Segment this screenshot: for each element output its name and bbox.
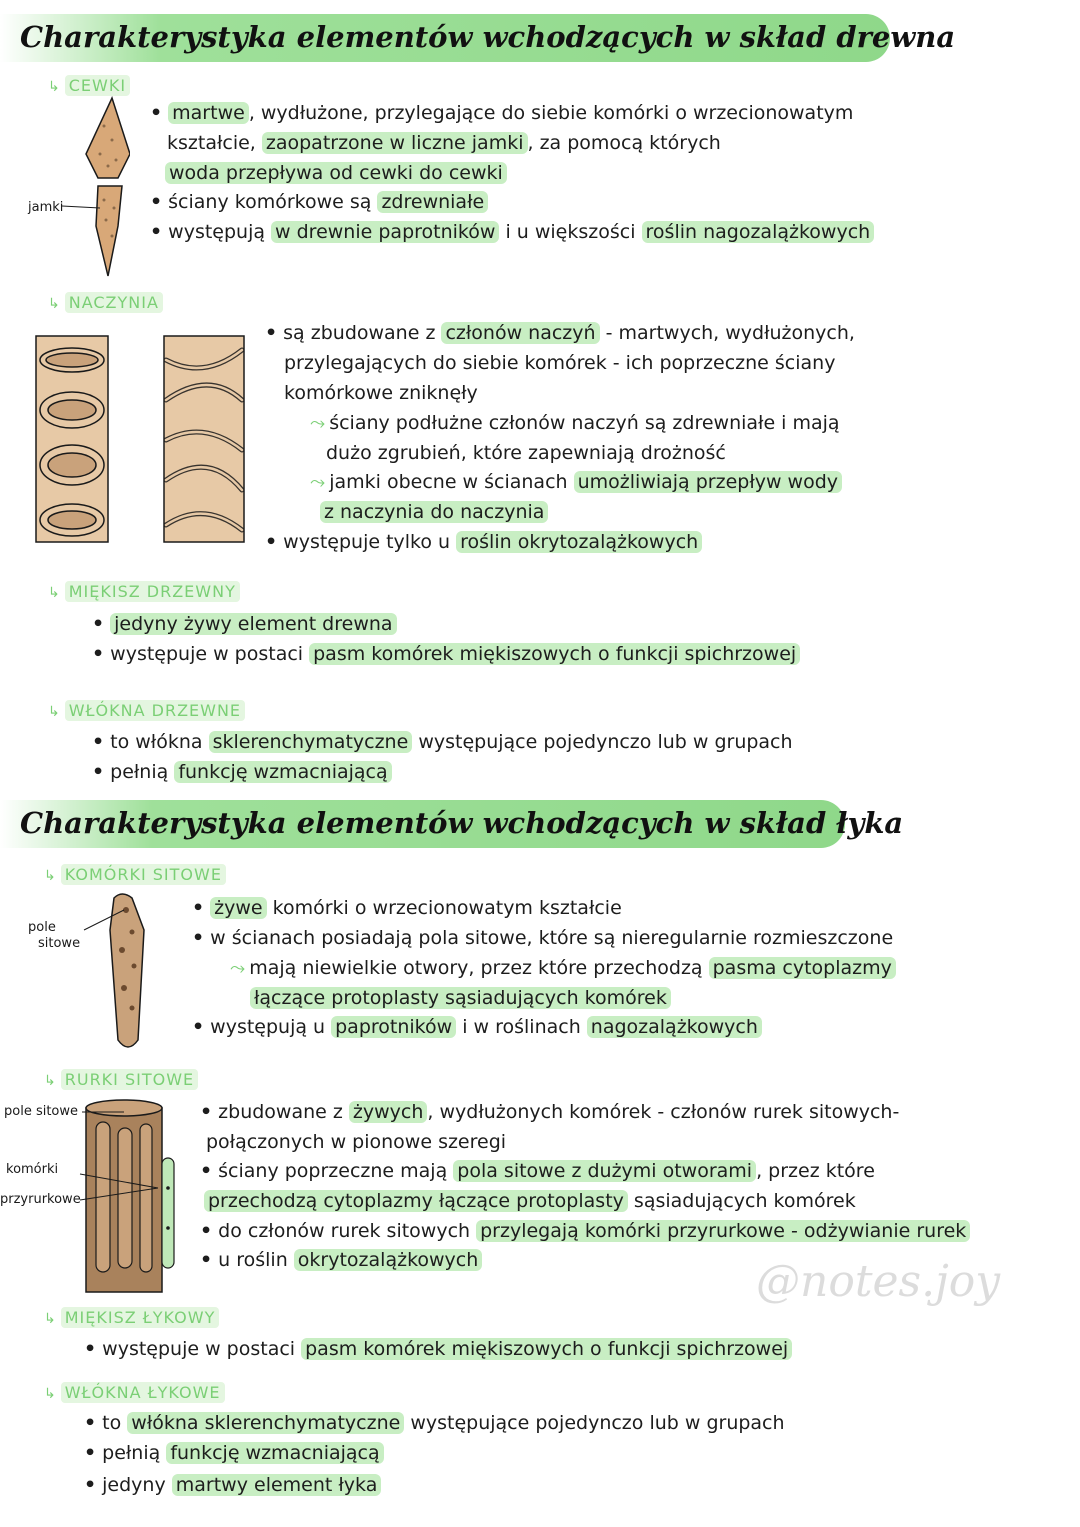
- komorki-line-4: łączące protoplasty sąsiadujących komórek: [250, 985, 671, 1011]
- wlokna-lykowe-line-3: • jedyny martwy element łyka: [84, 1472, 381, 1498]
- cewki-line-4: • ściany komórkowe są zdrewniałe: [150, 189, 488, 215]
- komorki-line-3: ⤳ mają niewielkie otwory, przez które przechodzą pasma cytoplazmy: [230, 955, 896, 981]
- naczynia-line-3: komórkowe zniknęły: [284, 382, 478, 404]
- wlokna-lykowe-line-1: • to włókna sklerenchymatyczne występujące pojedynczo lub w grupach: [84, 1412, 785, 1434]
- cewki-line-1: • martwe , wydłużone, przylegające do siebie komórki o wrzecionowatym: [150, 102, 854, 124]
- rurki-line-6: • u roślin okrytozalążkowych: [200, 1247, 482, 1273]
- heading-wlokna-lykowe: ↳ WŁÓKNA ŁYKOWE: [44, 1383, 225, 1402]
- wlokna-line-2: • pełnią funkcję wzmacniającą: [92, 759, 392, 785]
- label-komorki: komórki: [6, 1162, 59, 1177]
- miekisz-line-1: • jedyny żywy element drewna: [92, 611, 397, 637]
- squiggle-arrow-icon: ⤳: [310, 471, 326, 493]
- komorki-sitowe-illustration: [80, 890, 160, 1060]
- miekisz-lykowy-line-1: • występuje w postaci pasm komórek miękiszowych o funkcji spichrzowej: [84, 1336, 792, 1362]
- label-pole-sitowe: pole sitowe: [4, 1104, 79, 1119]
- section2-title: Charakterystyka elementów wchodzących w skład łyka: [0, 800, 845, 848]
- label-jamki: jamki: [28, 200, 64, 215]
- heading-miekisz-drzewny: ↳ MIĘKISZ DRZEWNY: [48, 582, 240, 601]
- arrow-icon: ↳: [48, 79, 61, 95]
- arrow-icon: ↳: [48, 585, 61, 601]
- rurki-line-2: połączonych w pionowe szeregi: [206, 1131, 507, 1153]
- naczynia-illustration: [34, 330, 248, 550]
- cewki-line-3: woda przepływa od cewki do cewki: [165, 160, 507, 186]
- naczynia-line-1: • są zbudowane z członów naczyń - martwych, wydłużonych,: [265, 322, 855, 344]
- heading-naczynia: ↳ NACZYNIA: [48, 293, 163, 312]
- heading-label: CEWKI: [65, 75, 130, 96]
- arrow-icon: ↳: [48, 296, 61, 312]
- heading-wlokna-drzewne: ↳ WŁÓKNA DRZEWNE: [48, 701, 245, 720]
- naczynia-line-8: • występuje tylko u roślin okrytozalążkowych: [265, 529, 702, 555]
- wlokna-line-1: • to włókna sklerenchymatyczne występujące pojedynczo lub w grupach: [92, 731, 793, 753]
- arrow-icon: ↳: [44, 1073, 57, 1089]
- naczynia-line-4: ⤳ ściany podłużne członów naczyń są zdrewniałe i mają: [310, 412, 840, 434]
- arrow-icon: ↳: [44, 1311, 57, 1327]
- rurki-line-4: przechodzą cytoplazmy łączące protoplasty sąsiadujących komórek: [204, 1188, 856, 1214]
- squiggle-arrow-icon: ⤳: [230, 957, 246, 979]
- heading-rurki-sitowe: ↳ RURKI SITOWE: [44, 1070, 198, 1089]
- heading-komorki-sitowe: ↳ KOMÓRKI SITOWE: [44, 865, 226, 884]
- label-przyrurkowe: przyrurkowe: [0, 1192, 81, 1207]
- section1-title: Charakterystyka elementów wchodzących w skład drewna: [0, 14, 890, 62]
- squiggle-arrow-icon: ⤳: [310, 412, 326, 434]
- komorki-line-5: • występują u paprotników i w roślinach nagozalążkowych: [192, 1014, 762, 1040]
- arrow-icon: ↳: [48, 704, 61, 720]
- miekisz-line-2: • występuje w postaci pasm komórek miękiszowych o funkcji spichrzowej: [92, 641, 800, 667]
- cewki-illustration: [20, 96, 130, 280]
- rurki-line-3: • ściany poprzeczne mają pola sitowe z dużymi otworami , przez które: [200, 1160, 875, 1182]
- label-pole: pole: [28, 920, 56, 935]
- naczynia-line-2: przylegających do siebie komórek - ich poprzeczne ściany: [284, 352, 836, 374]
- naczynia-line-7: z naczynia do naczynia: [320, 499, 548, 525]
- cewki-line-5: • występują w drewnie paprotników i u większości roślin nagozalążkowych: [150, 219, 874, 245]
- heading-cewki: [48, 76, 130, 95]
- label-sitowe: sitowe: [38, 936, 81, 951]
- arrow-icon: ↳: [44, 1386, 57, 1402]
- watermark: @notes.joy: [756, 1256, 1001, 1307]
- komorki-line-1: • żywe komórki o wrzecionowatym kształcie: [192, 897, 622, 919]
- rurki-line-5: • do członów rurek sitowych przylegają komórki przyrurkowe - odżywianie rurek: [200, 1218, 970, 1244]
- rurki-line-1: • zbudowane z żywych , wydłużonych komórek - członów rurek sitowych-: [200, 1101, 900, 1123]
- cewki-line-2: kształcie, zaopatrzone w liczne jamki , za pomocą których: [167, 132, 721, 154]
- naczynia-line-5: dużo zgrubień, które zapewniają drożność: [326, 442, 726, 464]
- wlokna-lykowe-line-2: • pełnią funkcję wzmacniającą: [84, 1440, 384, 1466]
- heading-miekisz-lykowy: ↳ MIĘKISZ ŁYKOWY: [44, 1308, 219, 1327]
- arrow-icon: ↳: [44, 868, 57, 884]
- komorki-line-2: • w ścianach posiadają pola sitowe, które są nieregularnie rozmieszczone: [192, 927, 894, 949]
- naczynia-line-6: ⤳ jamki obecne w ścianach umożliwiają przepływ wody: [310, 469, 842, 495]
